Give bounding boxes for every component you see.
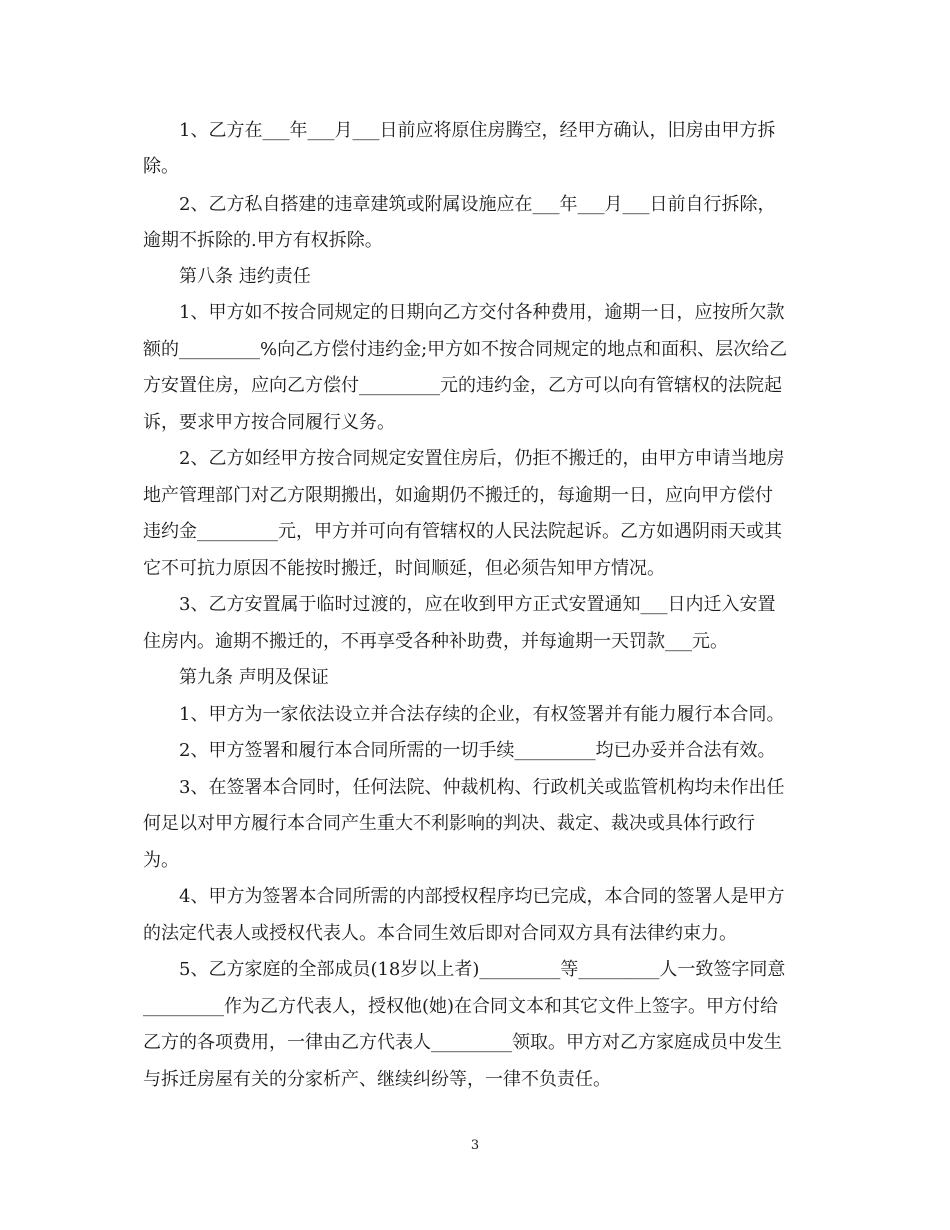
article-9-item-4-line-1: 4、甲方为签署本合同所需的内部授权程序均已完成，本合同的签署人是甲方 (179, 886, 785, 907)
article-9-heading: 第九条 声明及保证 (179, 667, 329, 688)
article-9-item-4-line-2: 的法定代表人或授权代表人。本合同生效后即对合同双方具有法律约束力。 (143, 923, 737, 944)
article-9-item-5-line-2: _________作为乙方代表人，授权他(她)在合同文本和其它文件上签字。甲方付给 (143, 996, 779, 1017)
clause-7-item-1-line-2: 除。 (143, 156, 179, 177)
article-9-item-3-line-3: 为。 (143, 850, 179, 871)
article-9-item-5-line-3: 乙方的各项费用，一律由乙方代表人_________领取。甲方对乙方家庭成员中发生 (143, 1032, 782, 1053)
article-8-item-2-line-2: 地产管理部门对乙方限期搬出，如逾期仍不搬迁的，每逾期一日，应向甲方偿付 (143, 485, 773, 506)
article-8-item-1-line-2: 额的_________%向乙方偿付违约金;甲方如不按合同规定的地点和面积、层次给乙 (143, 339, 788, 360)
article-8-item-3-line-2: 住房内。逾期不搬迁的，不再享受各种补助费，并每逾期一天罚款___元。 (143, 631, 728, 652)
article-8-item-2-line-1: 2、乙方如经甲方按合同规定安置住房后，仍拒不搬迁的，由甲方申请当地房 (179, 448, 785, 469)
page-number: 3 (470, 1138, 480, 1153)
article-8-item-3-line-1: 3、乙方安置属于临时过渡的，应在收到甲方正式安置通知___日内迁入安置 (179, 594, 776, 615)
article-9-item-5-line-1: 5、乙方家庭的全部成员(18岁以上者)_________等_________人一致签字同意 (179, 959, 786, 980)
clause-7-item-2-line-1: 2、乙方私自搭建的违章建筑或附属设施应在___年___月___日前自行拆除， (179, 194, 776, 215)
article-9-item-1: 1、甲方为一家依法设立并合法存续的企业，有权签署并有能力履行本合同。 (179, 704, 785, 725)
article-8-item-1-line-3: 方安置住房，应向乙方偿付_________元的违约金，乙方可以向有管辖权的法院起 (143, 375, 782, 396)
article-9-item-2: 2、甲方签署和履行本合同所需的一切手续_________均已办妥并合法有效。 (179, 740, 776, 761)
article-9-item-3-line-2: 何足以对甲方履行本合同产生重大不利影响的判决、裁定、裁决或具体行政行 (143, 813, 755, 834)
clause-7-item-2-line-2: 逾期不拆除的.甲方有权拆除。 (143, 230, 383, 251)
article-8-item-1-line-1: 1、甲方如不按合同规定的日期向乙方交付各种费用，逾期一日，应按所欠款 (179, 302, 785, 323)
article-9-item-3-line-1: 3、在签署本合同时，任何法院、仲裁机构、行政机关或监管机构均未作出任 (179, 777, 785, 798)
article-8-heading: 第八条 违约责任 (179, 266, 311, 287)
article-8-item-1-line-4: 诉，要求甲方按合同履行义务。 (143, 412, 395, 433)
clause-7-item-1-line-1: 1、乙方在___年___月___日前应将原住房腾空，经甲方确认，旧房由甲方拆 (179, 120, 776, 141)
article-9-item-5-line-4: 与拆迁房屋有关的分家析产、继续纠纷等，一律不负责任。 (143, 1069, 611, 1090)
article-8-item-2-line-3: 违约金_________元，甲方并可向有管辖权的人民法院起诉。乙方如遇阴雨天或其 (143, 521, 782, 542)
article-8-item-2-line-4: 它不可抗力原因不能按时搬迁，时间顺延，但必须告知甲方情况。 (143, 558, 665, 579)
